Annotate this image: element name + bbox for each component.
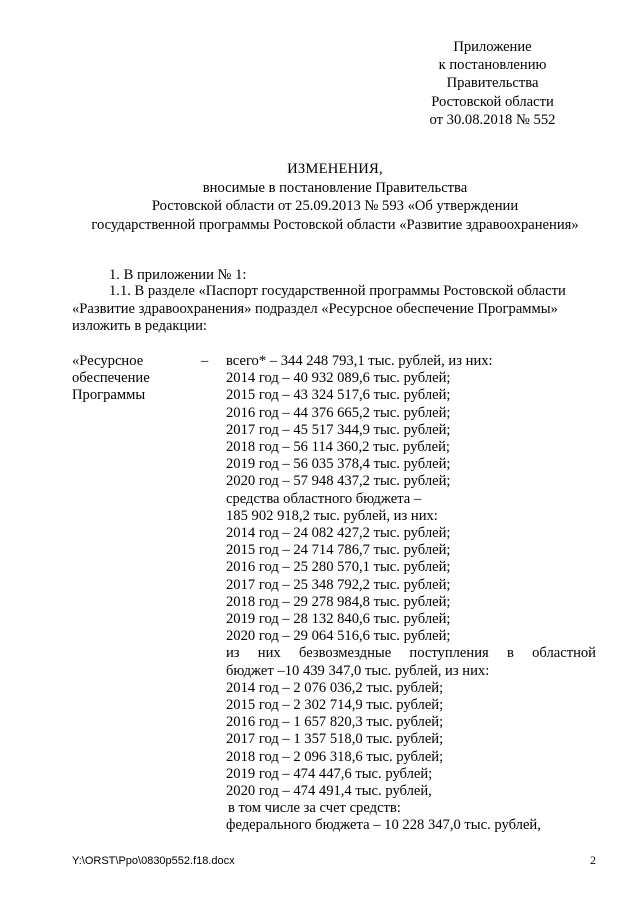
resource-line: 2016 год – 1 657 820,3 тыс. рублей; [226, 714, 444, 731]
resource-line: всего* – 344 248 793,1 тыс. рублей, из них: [226, 353, 493, 369]
resource-line: 2017 год – 1 357 518,0 тыс. рублей; [226, 731, 444, 748]
resource-line: 2018 год – 2 096 318,6 тыс. рублей; [226, 748, 444, 765]
resource-line: 2015 год – 24 714 786,7 тыс. рублей; [226, 542, 451, 559]
appendix-line: Приложение [453, 39, 532, 55]
title-line: Ростовской области от 25.09.2013 № 593 «Об утверждении [151, 198, 519, 214]
resource-label-line: «Ресурсное [72, 353, 144, 369]
resource-line: 2020 год – 57 948 437,2 тыс. рублей; [226, 473, 451, 490]
page-number: 2 [590, 853, 596, 867]
resource-line: из них безвозмездные поступления в областной [226, 645, 596, 662]
resource-line: 2016 год – 25 280 570,1 тыс. рублей; [226, 559, 451, 576]
resource-line: в том числе за счет средств: [228, 800, 401, 817]
paragraph-line: «Развитие здравоохранения» подраздел «Ресурсное обеспечение Программы» [72, 300, 558, 317]
resource-line: бюджет –10 439 347,0 тыс. рублей, из них: [226, 662, 490, 679]
resource-line: 2018 год – 56 114 360,2 тыс. рублей; [226, 439, 450, 456]
label-dash: – [201, 353, 209, 369]
resource-line: 2014 год – 24 082 427,2 тыс. рублей; [226, 525, 451, 542]
resource-line: 2018 год – 29 278 984,8 тыс. рублей; [226, 593, 451, 610]
title-heading: ИЗМЕНЕНИЯ, [287, 161, 383, 177]
document-title [60, 160, 610, 234]
paragraph-line: 1.1. В разделе «Паспорт государственной программы Ростовской области [109, 283, 566, 299]
resource-line: 2015 год – 2 302 714,9 тыс. рублей; [226, 697, 444, 714]
resource-line: 185 902 918,2 тыс. рублей, из них: [226, 507, 438, 524]
appendix-line: Ростовской области [431, 93, 554, 110]
resource-line: 2014 год – 2 076 036,2 тыс. рублей; [226, 679, 444, 696]
title-line: государственной программы Ростовской области «Развитие здравоохранения» [91, 216, 579, 233]
appendix-block [380, 38, 605, 129]
paragraph-item-1-1 [72, 283, 596, 336]
appendix-line: от 30.08.2018 № 552 [429, 111, 556, 128]
resource-line: 2019 год – 56 035 378,4 тыс. рублей; [226, 456, 451, 473]
resource-line: 2019 год – 28 132 840,6 тыс. рублей; [226, 611, 451, 628]
resource-line: 2019 год – 474 447,6 тыс. рублей; [226, 765, 433, 782]
resource-line: федерального бюджета – 10 228 347,0 тыс. рублей, [226, 817, 541, 834]
appendix-line: к постановлению [438, 57, 547, 74]
appendix-line: Правительства [446, 75, 539, 92]
resource-list [226, 353, 596, 835]
footer-file-path: Y:\ORST\Ppo\0830p552.f18.docx [72, 855, 235, 867]
resource-line: средства областного бюджета – [226, 490, 422, 507]
resource-line: 2017 год – 45 517 344,9 тыс. рублей; [226, 421, 451, 438]
resource-line: 2020 год – 474 491,4 тыс. рублей, [226, 783, 432, 800]
resource-label [72, 353, 182, 405]
paragraph-item-1: 1. В приложении № 1: [109, 267, 247, 283]
title-line: вносимые в постановление Правительства [202, 179, 468, 196]
paragraph-line: изложить в редакции: [72, 318, 207, 334]
resource-line: 2020 год – 29 064 516,6 тыс. рублей; [226, 628, 451, 645]
resource-line: 2014 год – 40 932 089,6 тыс. рублей; [226, 370, 451, 387]
resource-line: 2016 год – 44 376 665,2 тыс. рублей; [226, 404, 451, 421]
resource-line: 2017 год – 25 348 792,2 тыс. рублей; [226, 576, 451, 593]
resource-label-line: Программы [72, 387, 146, 404]
resource-line: 2015 год – 43 324 517,6 тыс. рублей; [226, 387, 451, 404]
resource-label-line: обеспечение [72, 370, 150, 387]
